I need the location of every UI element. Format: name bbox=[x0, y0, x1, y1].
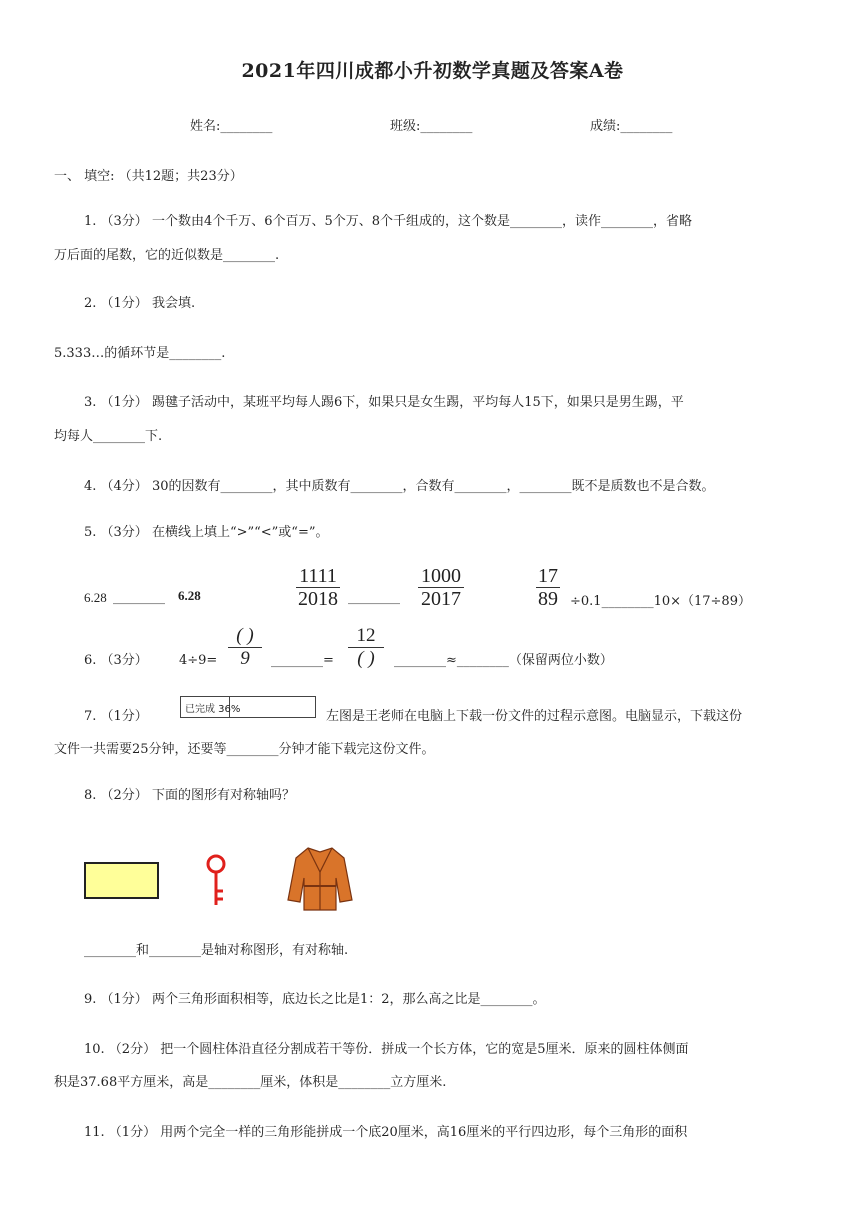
fraction-numerator: ( ) bbox=[236, 625, 254, 646]
rectangle-figure bbox=[84, 862, 160, 900]
question-10-line2: 积是37.68平方厘米，高是________厘米，体积是________立方厘米. bbox=[54, 1075, 447, 1090]
name-field: 姓名:________ bbox=[190, 119, 273, 134]
question-4: 4. （4分） 30的因数有________，其中质数有________，合数有________，________既不是质数也不是合数。 bbox=[84, 479, 715, 494]
question-6-label: 6. （3分） bbox=[84, 653, 148, 668]
q5-c-text: ÷0.1________10×（17÷89） bbox=[570, 594, 751, 609]
q5-a-right: 6.28 bbox=[178, 588, 201, 603]
section-heading: 一、 填空: （共12题；共23分） bbox=[54, 169, 243, 184]
score-field: 成绩:________ bbox=[590, 119, 673, 134]
question-8: 8. （2分） 下面的图形有对称轴吗？ bbox=[84, 788, 295, 803]
question-7-label: 7. （1分） bbox=[84, 709, 148, 724]
class-field: 班级:________ bbox=[390, 119, 473, 134]
fraction-denominator: 89 bbox=[538, 588, 558, 610]
question-5: 5. （3分） 在横线上填上“>”“<”或“=”。 bbox=[84, 525, 329, 540]
page-title: 2021年四川成都小升初数学真题及答案A卷 bbox=[241, 60, 624, 82]
q6-tail: ________≈________（保留两位小数） bbox=[394, 653, 613, 668]
fraction-denominator: 9 bbox=[240, 648, 250, 669]
question-2-sub: 5.333…的循环节是________. bbox=[54, 346, 226, 361]
fraction-numerator: 17 bbox=[538, 565, 558, 587]
q5-b-blank: ________ bbox=[348, 590, 400, 605]
question-8-answer: ________和________是轴对称图形，有对称轴. bbox=[84, 943, 349, 958]
q5-a-left: 6.28 bbox=[84, 590, 107, 605]
fraction-numerator: 1111 bbox=[299, 565, 337, 587]
question-9: 9. （1分） 两个三角形面积相等，底边长之比是1：2，那么高之比是________。 bbox=[84, 992, 546, 1007]
question-1-line2: 万后面的尾数，它的近似数是________. bbox=[54, 248, 280, 263]
progress-label: 已完成 36% bbox=[185, 704, 241, 715]
q6-blank-1: ________= bbox=[271, 653, 334, 668]
question-7-line1: 左图是王老师在电脑上下载一份文件的过程示意图。电脑显示，下载这份 bbox=[326, 709, 743, 724]
download-progress-bar bbox=[180, 696, 316, 718]
question-11-line1: 11. （1分） 用两个完全一样的三角形能拼成一个底20厘米，高16厘米的平行四边形，每个三角形的面积 bbox=[84, 1125, 688, 1140]
question-3-line1: 3. （1分） 踢毽子活动中，某班平均每人踢6下，如果只是女生踢，平均每人15下，如果只是男生踢，平 bbox=[84, 395, 684, 410]
question-7-line2: 文件一共需要25分钟，还要等________分钟才能下载完这份文件。 bbox=[54, 742, 435, 757]
q6-expr: 4÷9= bbox=[179, 653, 218, 668]
q6-fraction-1 bbox=[228, 626, 262, 669]
fraction-denominator: 2018 bbox=[298, 588, 338, 610]
key-icon bbox=[202, 853, 232, 911]
fraction-denominator: ( ) bbox=[357, 648, 375, 669]
rectangle-shape bbox=[85, 863, 158, 898]
coat-icon bbox=[284, 842, 356, 912]
question-3-line2: 均每人________下. bbox=[54, 429, 163, 444]
q6-fraction-2 bbox=[348, 626, 384, 669]
question-10-line1: 10. （2分） 把一个圆柱体沿直径分割成若干等份．拼成一个长方体，它的宽是5厘米．原来的圆柱体侧面 bbox=[84, 1042, 689, 1057]
fraction-denominator: 2017 bbox=[421, 588, 461, 610]
fraction-numerator: 1000 bbox=[421, 565, 461, 587]
q5-fraction-1 bbox=[296, 566, 340, 609]
fraction-numerator: 12 bbox=[356, 625, 376, 646]
q5-fraction-3 bbox=[536, 566, 560, 609]
question-1-line1: 1. （3分） 一个数由4个千万、6个百万、5个万、8个千组成的，这个数是________，读作________，省略 bbox=[84, 214, 693, 229]
q5-a-blank: ________ bbox=[113, 590, 165, 605]
q5-fraction-2 bbox=[418, 566, 464, 609]
question-2: 2. （1分） 我会填. bbox=[84, 296, 196, 311]
